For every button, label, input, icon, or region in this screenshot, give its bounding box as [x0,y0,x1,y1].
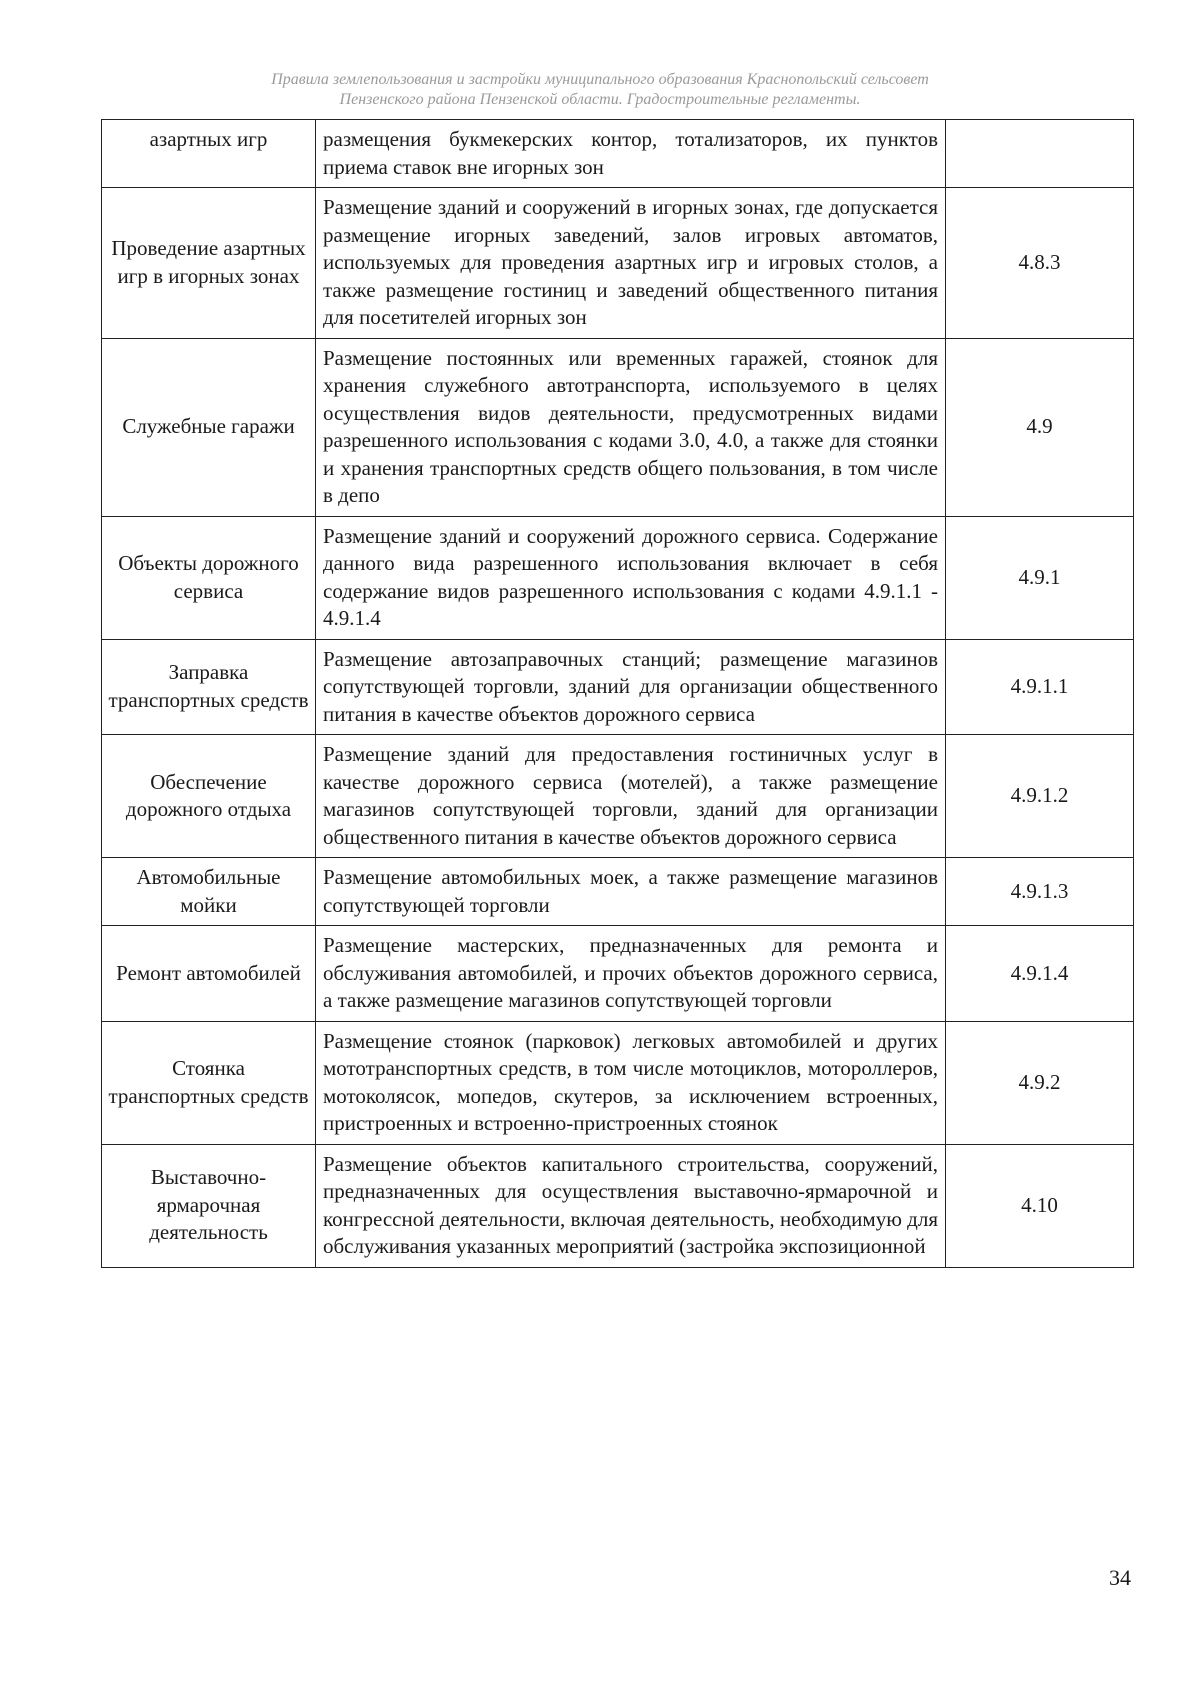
use-code: 4.9.2 [946,1021,1134,1144]
use-name: азартных игр [102,120,316,188]
use-description: Размещение зданий и сооружений дорожного сервиса. Содержание данного вида разрешенного использования включает в себя содержание видов разрешенного использования с кодами 4.9.1.1 - 4.9.1.4 [316,516,946,639]
use-code [946,120,1134,188]
use-description: Размещение постоянных или временных гаражей, стоянок для хранения служебного автотранспорта, используемого в целях осуществления видов деятельности, предусмотренных видами разрешенного использования с кодами 3.0, 4.0, а также для стоянки и хранения транспортных средств общего пользования, в том числе в депо [316,338,946,516]
use-code: 4.8.3 [946,188,1134,339]
use-name: Служебные гаражи [102,338,316,516]
use-code: 4.9.1.2 [946,735,1134,858]
table-row [102,735,1134,858]
table-row [102,188,1134,339]
use-name: Автомобильные мойки [102,858,316,926]
use-code: 4.9.1 [946,516,1134,639]
use-code: 4.9.1.4 [946,926,1134,1022]
table-row [102,1021,1134,1144]
use-name: Стоянка транспортных средств [102,1021,316,1144]
use-name: Объекты дорожного сервиса [102,516,316,639]
page-number: 34 [1109,1565,1131,1590]
use-name: Проведение азартных игр в игорных зонах [102,188,316,339]
use-name: Ремонт автомобилей [102,926,316,1022]
table-row [102,120,1134,188]
use-description: Размещение автомобильных моек, а также размещение магазинов сопутствующей торговли [316,858,946,926]
header-line-1: Правила землепользования и застройки муниципального образования Краснопольский сельсовет [271,71,929,88]
use-description: Размещение стоянок (парковок) легковых автомобилей и других мототранспортных средств, в том числе мотоциклов, мотороллеров, мотоколясок, мопедов, скутеров, за исключением встроенных, пристроенных и встроенно-пристроенных стоянок [316,1021,946,1144]
table-row [102,338,1134,516]
table-row [102,858,1134,926]
running-header [150,70,1050,110]
use-description: Размещение мастерских, предназначенных для ремонта и обслуживания автомобилей, и прочих объектов дорожного сервиса, а также размещение магазинов сопутствующей торговли [316,926,946,1022]
header-line-2: Пензенского района Пензенской области. Градостроительные регламенты. [339,91,861,108]
use-name: Обеспечение дорожного отдыха [102,735,316,858]
use-code: 4.9 [946,338,1134,516]
use-description: Размещение зданий для предоставления гостиничных услуг в качестве дорожного сервиса (мотелей), а также размещение магазинов сопутствующей торговли, зданий для организации общественного питания в качестве объектов дорожного сервиса [316,735,946,858]
table-row [102,516,1134,639]
table-row [102,1144,1134,1267]
use-code: 4.10 [946,1144,1134,1267]
use-name: Выставочно-ярмарочная деятельность [102,1144,316,1267]
use-code: 4.9.1.3 [946,858,1134,926]
table-row [102,639,1134,735]
table-row [102,926,1134,1022]
use-name: Заправка транспортных средств [102,639,316,735]
use-code: 4.9.1.1 [946,639,1134,735]
land-use-table [101,119,1134,1268]
use-description: Размещение объектов капитального строительства, сооружений, предназначенных для осуществления выставочно-ярмарочной и конгрессной деятельности, включая деятельность, необходимую для обслуживания указанных мероприятий (застройка экспозиционной [316,1144,946,1267]
use-description: размещения букмекерских контор, тотализаторов, их пунктов приема ставок вне игорных зон [316,120,946,188]
use-description: Размещение автозаправочных станций; размещение магазинов сопутствующей торговли, зданий для организации общественного питания в качестве объектов дорожного сервиса [316,639,946,735]
use-description: Размещение зданий и сооружений в игорных зонах, где допускается размещение игорных заведений, залов игровых автоматов, используемых для проведения азартных игр и игровых столов, а также размещение гостиниц и заведений общественного питания для посетителей игорных зон [316,188,946,339]
